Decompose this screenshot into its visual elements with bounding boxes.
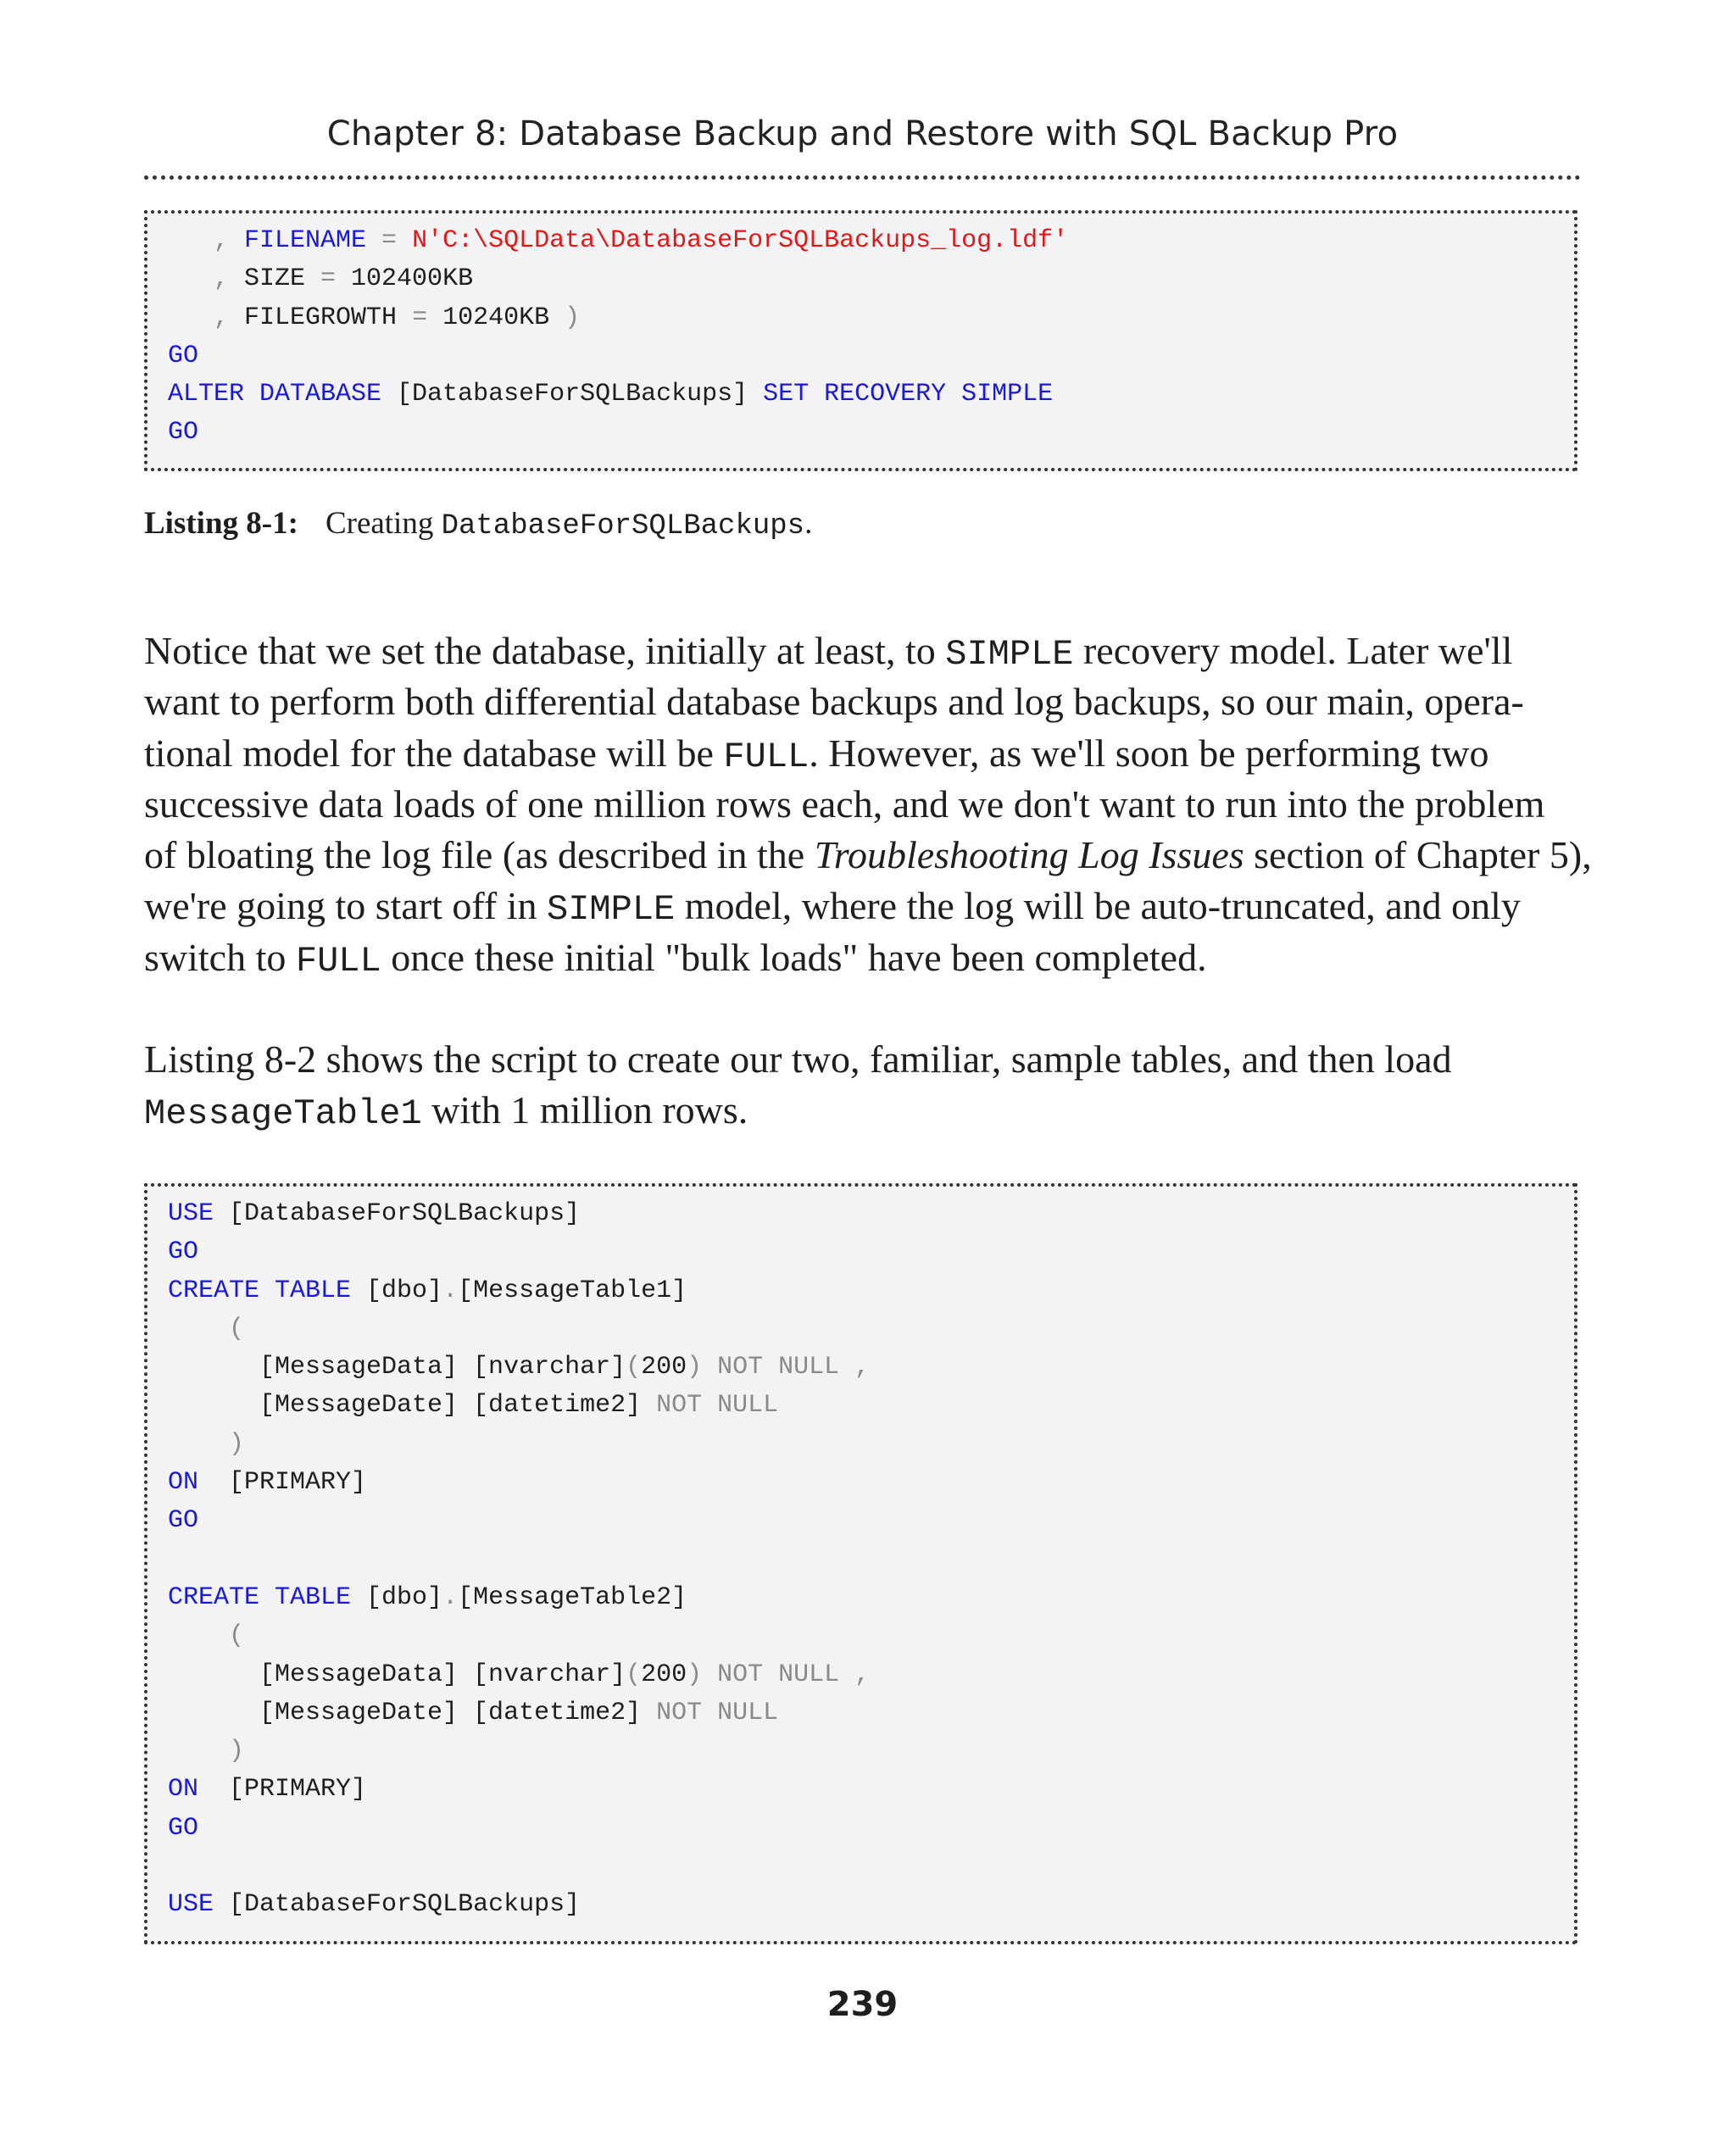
code-token: [MessageData] [nvarchar] (168, 1353, 626, 1382)
text-run: switch to (144, 935, 296, 979)
text-line (144, 1085, 1585, 1136)
text-run: we're going to start off in (144, 884, 548, 928)
code-line (168, 1848, 1574, 1886)
text-line (144, 881, 1585, 931)
caption-code: DatabaseForSQLBackups (441, 510, 805, 542)
code-line (168, 1617, 1574, 1655)
code-token: ALTER DATABASE (168, 380, 382, 409)
header-divider (144, 175, 1581, 180)
code-line (168, 1541, 1574, 1579)
code-token: [dbo] (351, 1582, 443, 1612)
code-token: ( (626, 1660, 642, 1689)
code-token: 102400KB (351, 264, 474, 294)
text-line (144, 626, 1585, 676)
code-token: NOT NULL (656, 1391, 779, 1421)
code-line (168, 1810, 1574, 1848)
code-line (168, 1886, 1574, 1924)
text-run: model, where the log will be auto-truncated, and only (675, 884, 1521, 928)
caption-text: Creating (325, 506, 442, 541)
code-line (168, 1656, 1574, 1694)
code-token: = (366, 226, 413, 255)
code-line (168, 1464, 1574, 1502)
code-token: ON (168, 1775, 199, 1805)
code-line (168, 1195, 1574, 1233)
code-token: , (168, 303, 245, 332)
code-token: ) (168, 1737, 245, 1766)
code-token: USE (168, 1199, 214, 1228)
code-line (168, 1579, 1574, 1617)
text-line (144, 728, 1585, 779)
code-token: FILENAME (244, 226, 367, 255)
listing-caption (144, 505, 812, 542)
code-token: 10240KB (442, 303, 565, 332)
code-token: [MessageData] [nvarchar] (168, 1660, 626, 1689)
running-head: Chapter 8: Database Backup and Restore with SQL Backup Pro (326, 114, 1399, 153)
text-run: Listing 8-2 shows the script to create our two, familiar, sample tables, and then load (144, 1037, 1452, 1081)
body-paragraph-2 (144, 1034, 1585, 1137)
code-token: GO (168, 1506, 199, 1536)
code-line (168, 1387, 1574, 1425)
text-line (144, 830, 1592, 881)
code-token: [MessageTable2] (458, 1582, 687, 1612)
code-token: [MessageDate] [datetime2] (168, 1698, 657, 1727)
code-token: ) (565, 303, 581, 332)
text-run: successive data loads of one million rows each, and we don't want to run into the problem (144, 781, 1545, 826)
code-line (168, 260, 1574, 298)
code-token: , (168, 264, 245, 294)
text-run: tional model for the database will be (144, 731, 724, 775)
code-listing-8-2 (144, 1183, 1577, 1944)
code-token: SIZE (244, 264, 321, 294)
code-token: CREATE TABLE (168, 1582, 352, 1612)
text-run: want to perform both differential database backups and log backups, so our main, opera- (144, 680, 1524, 724)
code-token: ( (626, 1353, 642, 1382)
code-line (168, 1732, 1574, 1771)
text-run: recovery model. Later we'll (1073, 629, 1513, 672)
code-line (168, 1502, 1574, 1540)
text-line (144, 932, 1585, 983)
code-token: FILEGROWTH (244, 303, 413, 332)
text-run: with 1 million rows. (421, 1088, 748, 1132)
code-token: NOT NULL (656, 1698, 779, 1727)
text-run: of bloating the log file (as described in the (144, 833, 815, 877)
code-line (168, 222, 1574, 260)
code-token: ) NOT NULL , (687, 1660, 871, 1689)
code-line (168, 1272, 1574, 1310)
code-token: = (320, 264, 352, 294)
text-run: section of Chapter 5), (1244, 833, 1592, 877)
code-line (168, 1233, 1574, 1271)
code-token: . (442, 1276, 459, 1305)
code-token: GO (168, 341, 199, 370)
code-token: [DatabaseForSQLBackups] (214, 1199, 581, 1228)
text-run: . However, as we'll soon be performing two (809, 731, 1489, 775)
code-line (168, 1694, 1574, 1732)
code-token: [DatabaseForSQLBackups] (214, 1890, 581, 1920)
listing-label: Listing 8-1: (144, 506, 298, 541)
inline-code: SIMPLE (547, 889, 676, 931)
code-token: 200 (641, 1660, 687, 1689)
body-paragraph-1 (144, 626, 1592, 983)
code-line (168, 1426, 1574, 1464)
inline-code: MessageTable1 (144, 1093, 422, 1135)
inline-code: FULL (723, 736, 810, 777)
code-line (168, 1349, 1574, 1387)
text-line (144, 1034, 1585, 1085)
code-token: GO (168, 1813, 199, 1843)
text-line (144, 676, 1585, 727)
code-token: [DatabaseForSQLBackups] (381, 380, 764, 409)
code-token: GO (168, 418, 199, 448)
code-token: [PRIMARY] (198, 1775, 367, 1805)
code-line (168, 1310, 1574, 1349)
inline-code: SIMPLE (945, 634, 1074, 675)
code-token: ) NOT NULL , (687, 1353, 871, 1382)
code-line (168, 299, 1574, 337)
caption-period: . (804, 506, 813, 541)
page-number: 239 (826, 1985, 899, 2024)
code-token: ( (168, 1314, 245, 1343)
code-line (168, 375, 1574, 414)
code-token: 200 (641, 1353, 687, 1382)
code-token: ) (168, 1429, 245, 1459)
text-run: Notice that we set the database, initially at least, to (144, 629, 946, 672)
code-listing-8-1 (144, 210, 1577, 471)
code-token: CREATE TABLE (168, 1276, 352, 1305)
italic-text: Troubleshooting Log Issues (814, 833, 1244, 877)
code-token: . (442, 1582, 459, 1612)
text-line (144, 779, 1585, 830)
code-token: = (412, 303, 443, 332)
code-line (168, 1771, 1574, 1809)
code-line (168, 337, 1574, 375)
code-line (168, 414, 1574, 452)
code-token: N'C:\SQLData\DatabaseForSQLBackups_log.ldf' (412, 226, 1069, 255)
code-token: GO (168, 1237, 199, 1267)
code-token: [PRIMARY] (198, 1468, 367, 1498)
code-token: [MessageTable1] (458, 1276, 687, 1305)
code-token: [MessageDate] [datetime2] (168, 1391, 657, 1421)
code-token: ON (168, 1468, 199, 1498)
text-run: once these initial "bulk loads" have been completed. (381, 935, 1207, 979)
inline-code: FULL (295, 940, 381, 982)
book-page (144, 0, 1592, 2141)
code-token: , (168, 226, 245, 255)
code-token: SET RECOVERY SIMPLE (763, 380, 1054, 409)
code-token: [dbo] (351, 1276, 443, 1305)
code-token: ( (168, 1621, 245, 1651)
code-token: USE (168, 1890, 214, 1920)
